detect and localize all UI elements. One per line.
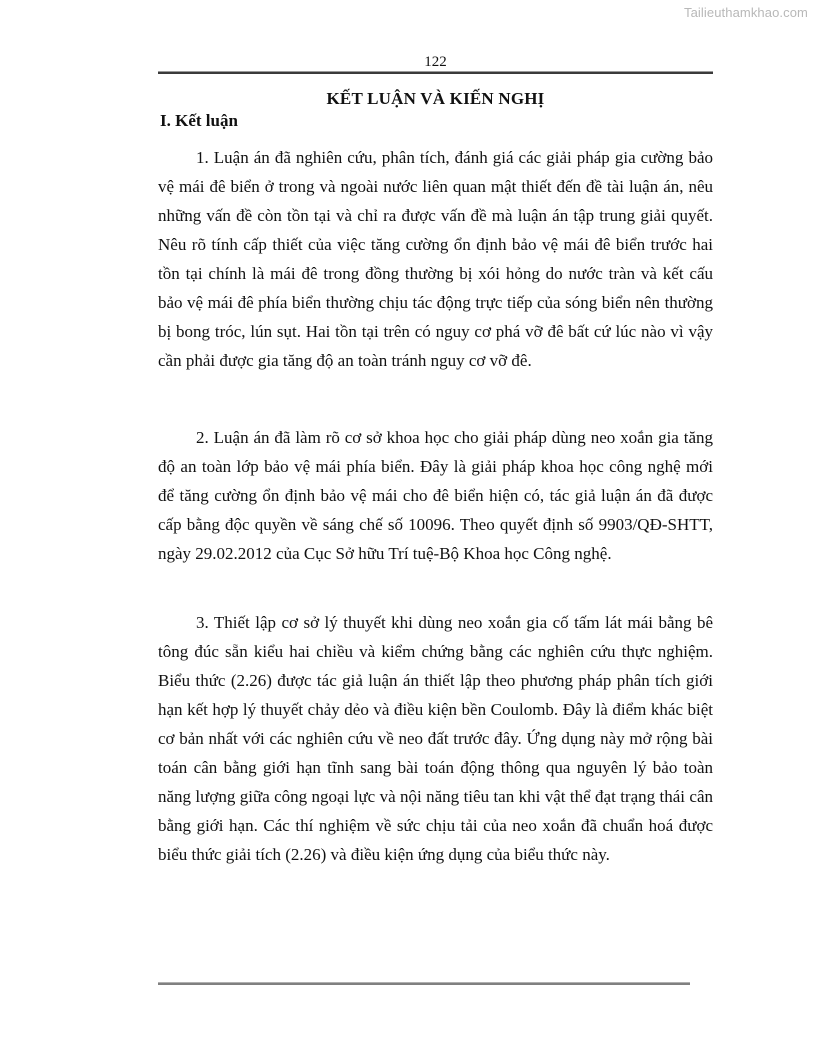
- page-number: 122: [424, 54, 447, 70]
- watermark: Tailieuthamkhao.com: [683, 5, 808, 20]
- body-paragraph-2-container: [158, 423, 713, 576]
- body-paragraph-1-container: [158, 143, 713, 383]
- section-heading: I. Kết luận: [160, 111, 238, 130]
- document-title: KẾT LUẬN VÀ KIẾN NGHỊ: [326, 89, 545, 108]
- body-paragraph: 3. Thiết lập cơ sở lý thuyết khi dùng neo xoắn gia cố tấm lát mái bằng bê tông đúc sẵn kiểu hai chiều và kiểm chứng bằng các nghiên cứu thực nghiệm. Biểu thức (2.26) được tác giả luận án thiết lập theo phương pháp phân tích giới hạn kết hợp lý thuyết chảy dẻo và điều kiện bền Coulomb. Đây là điểm khác biệt cơ bản nhất với các nghiên cứu về neo đất trước đây. Ứng dụng này mở rộng bài toán cân bằng giới hạn tĩnh sang bài toán động thông qua nguyên lý bảo toàn năng lượng giữa công ngoại lực và nội năng tiêu tan khi vật thể đạt trạng thái cân bằng giới hạn. Các thí nghiệm về sức chịu tải của neo xoắn đã chuẩn hoá được biểu thức giải tích (2.26) và điều kiện ứng dụng của biểu thức này.: [158, 613, 713, 864]
- header-rule: [158, 71, 713, 74]
- body-paragraph-3-container: [158, 608, 713, 877]
- footer-rule: [158, 982, 690, 985]
- body-paragraph: 1. Luận án đã nghiên cứu, phân tích, đánh giá các giải pháp gia cường bảo vệ mái đê biển ở trong và ngoài nước liên quan mật thiết đến đề tài luận án, nêu những vấn đề còn tồn tại và chỉ ra được vấn đề mà luận án tập trung giải quyết. Nêu rõ tính cấp thiết của việc tăng cường ổn định bảo vệ mái đê biển trước hai tồn tại chính là mái đê trong đồng thường bị xói hỏng do nước tràn và kết cấu bảo vệ mái đê phía biển thường chịu tác động trực tiếp của sóng biển nên thường bị bong tróc, lún sụt. Hai tồn tại trên có nguy cơ phá vỡ đê bất cứ lúc nào vì vậy cần phải được gia tăng độ an toàn tránh nguy cơ vỡ đê.: [158, 148, 713, 370]
- body-paragraph: 2. Luận án đã làm rõ cơ sở khoa học cho giải pháp dùng neo xoắn gia tăng độ an toàn lớp bảo vệ mái phía biển. Đây là giải pháp khoa học công nghệ mới để tăng cường ổn định bảo vệ mái cho đê biển hiện có, tác giả luận án đã được cấp bằng độc quyền về sáng chế số 10096. Theo quyết định số 9903/QĐ-SHTT, ngày 29.02.2012 của Cục Sở hữu Trí tuệ-Bộ Khoa học Công nghệ.: [158, 428, 713, 563]
